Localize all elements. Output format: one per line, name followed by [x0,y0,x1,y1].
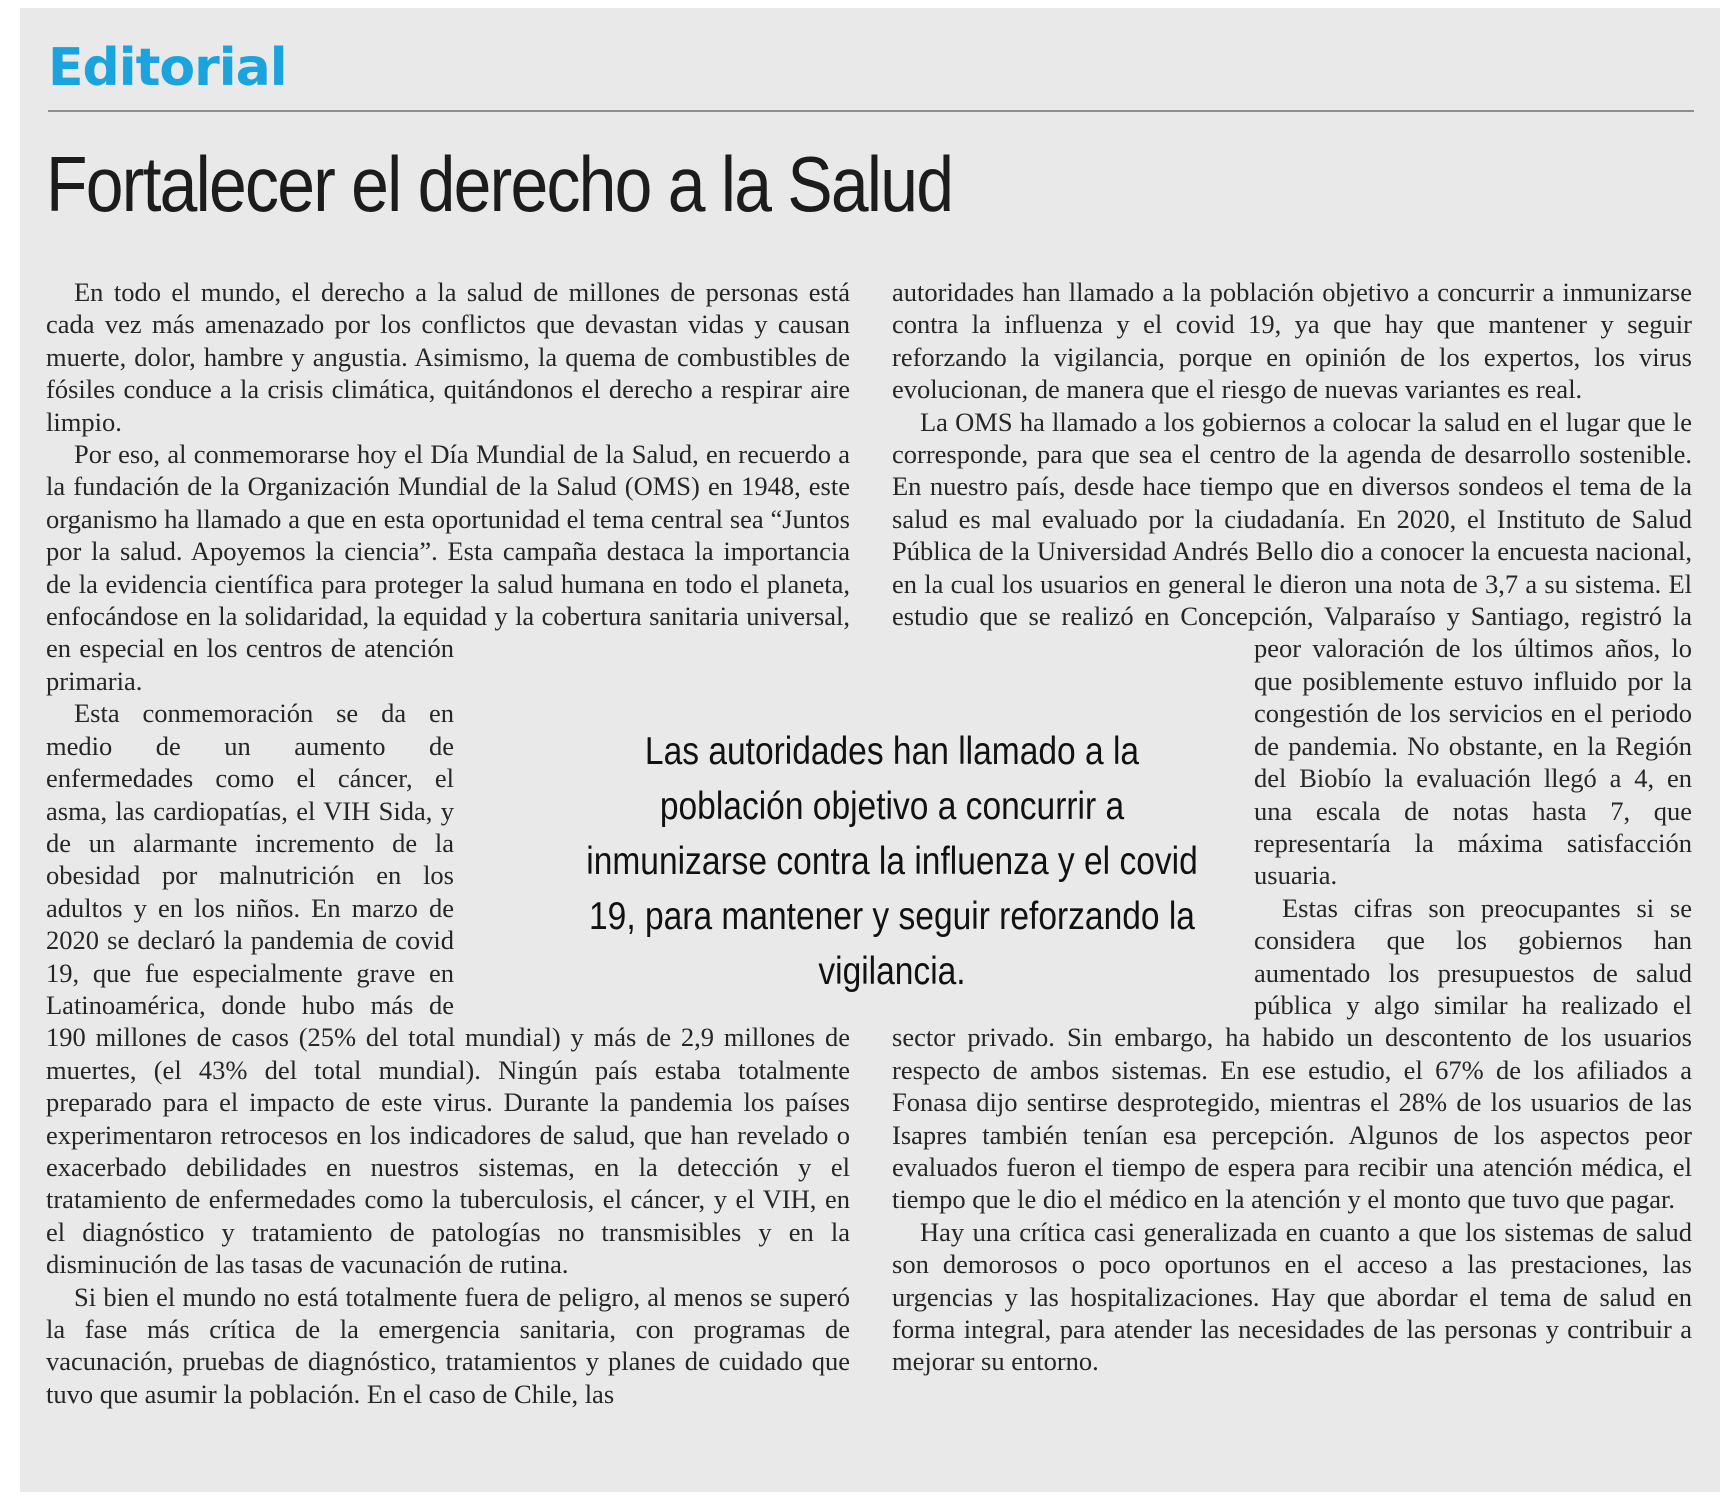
headline: Fortalecer el derecho a la Salud [46,140,953,228]
section-divider [48,110,1694,112]
pull-quote: Las autoridades han llamado a la población objetivo a concurrir a inmunizarse contra la influenza y el covid 19, para mantener y seguir reforzando la vigilancia. [586,730,1198,993]
section-label: Editorial [48,38,287,98]
paragraph: Si bien el mundo no está totalmente fuera de peligro, al menos se superó la fase más crítica de la emergencia sanitaria, con programas de vacunación, pruebas de diagnóstico, tratamientos y planes de cuidado que tuvo que asumir la población. En el caso de Chile, las [46,1281,850,1409]
paragraph: Estas cifras son preocupantes si se considera que los gobiernos han aumentado los presupuestos de salud pública y algo similar ha realizado el sector privado. Sin embargo, ha habido un descontento de los usuarios respecto de ambos sistemas. En ese estudio, el 67% de los afiliados a Fonasa dijo sentirse desprotegido, mientras el 28% de los usuarios de las Isapres también tenían esa percepción. Algunos de los aspectos peor evaluados fueron el tiempo de espera para recibir una atención médica, el tiempo que le dio el médico en la atención y el monto que tuvo que pagar. [892,892,1692,1215]
paragraph: Esta conmemoración se da en medio de un aumento de enfermedades como el cáncer, el asma, las cardiopatías, el VIH Sida, y de un alarmante incremento de la obesidad por malnutrición en los adultos y en los niños. En marzo de 2020 se declaró la pandemia de covid 19, que fue especialmente grave en Latinoamérica, donde hubo más de 190 millones de casos (25% del total mundial) y más de 2,9 millones de muertes, (el 43% del total mundial). Ningún país estaba totalmente preparado para el impacto de este virus. Durante la pandemia los países experimentaron retrocesos en los indicadores de salud, que han revelado o exacerbado debilidades en nuestros sistemas, en la detección y el tratamiento de enfermedades como la tuberculosis, el cáncer, y el VIH, en el diagnóstico y tratamiento de patologías no transmisibles y en la disminución de las tasas de vacunación de rutina. [46,698,850,1280]
paragraph: Por eso, al conmemorarse hoy el Día Mundial de la Salud, en recuerdo a la fundación de la Organización Mundial de la Salud (OMS) en 1948, este organismo ha llamado a que en esta oportunidad el tema central sea “Juntos por la salud. Apoyemos la ciencia”. Esta campaña destaca la importancia de la evidencia científica para proteger la salud humana en todo el planeta, enfocándose en la solidaridad, la equidad y la cobertura sanitaria universal, en especial en los centros de atención primaria. [46,439,850,696]
paragraph: autoridades han llamado a la población objetivo a concurrir a inmunizarse contra la influenza y el covid 19, ya que hay que mantener y seguir reforzando la vigilancia, porque en opinión de los expertos, los virus evolucionan, de manera que el riesgo de nuevas variantes es real. [892,277,1692,405]
paragraph: La OMS ha llamado a los gobiernos a colocar la salud en el lugar que le corresponde, para que sea el centro de la agenda de desarrollo sostenible. En nuestro país, desde hace tiempo que en diversos sondeos el tema de la salud es mal evaluado por la ciudadanía. En 2020, el Instituto de Salud Pública de la Universidad Andrés Bello dio a conocer la encuesta nacional, en la cual los usuarios en general le dieron una nota de 3,7 a su sistema. El estudio que se realizó en Concepción, Valparaíso y Santiago, registró la peor valoración de los últimos años, lo que posiblemente estuvo influido por la congestión de los servicios en el periodo de pandemia. No obstante, en la Región del Biobío la evaluación llegó a 4, en una escala de notas hasta 7, que representaría la máxima satisfacción usuaria. [892,406,1692,891]
paragraph: En todo el mundo, el derecho a la salud de millones de personas está cada vez más amenazado por los conflictos que devastan vidas y causan muerte, dolor, hambre y angustia. Asimismo, la quema de combustibles de fósiles conduce a la crisis climática, quitándonos el derecho a respirar aire limpio. [46,277,850,437]
newspaper-page [20,8,1720,1492]
paragraph: Hay una crítica casi generalizada en cuanto a que los sistemas de salud son demorosos o poco oportunos en el acceso a las prestaciones, las urgencias y las hospitalizaciones. Hay que abordar el tema de salud en forma integral, para atender las necesidades de las personas y contribuir a mejorar su entorno. [892,1216,1692,1377]
